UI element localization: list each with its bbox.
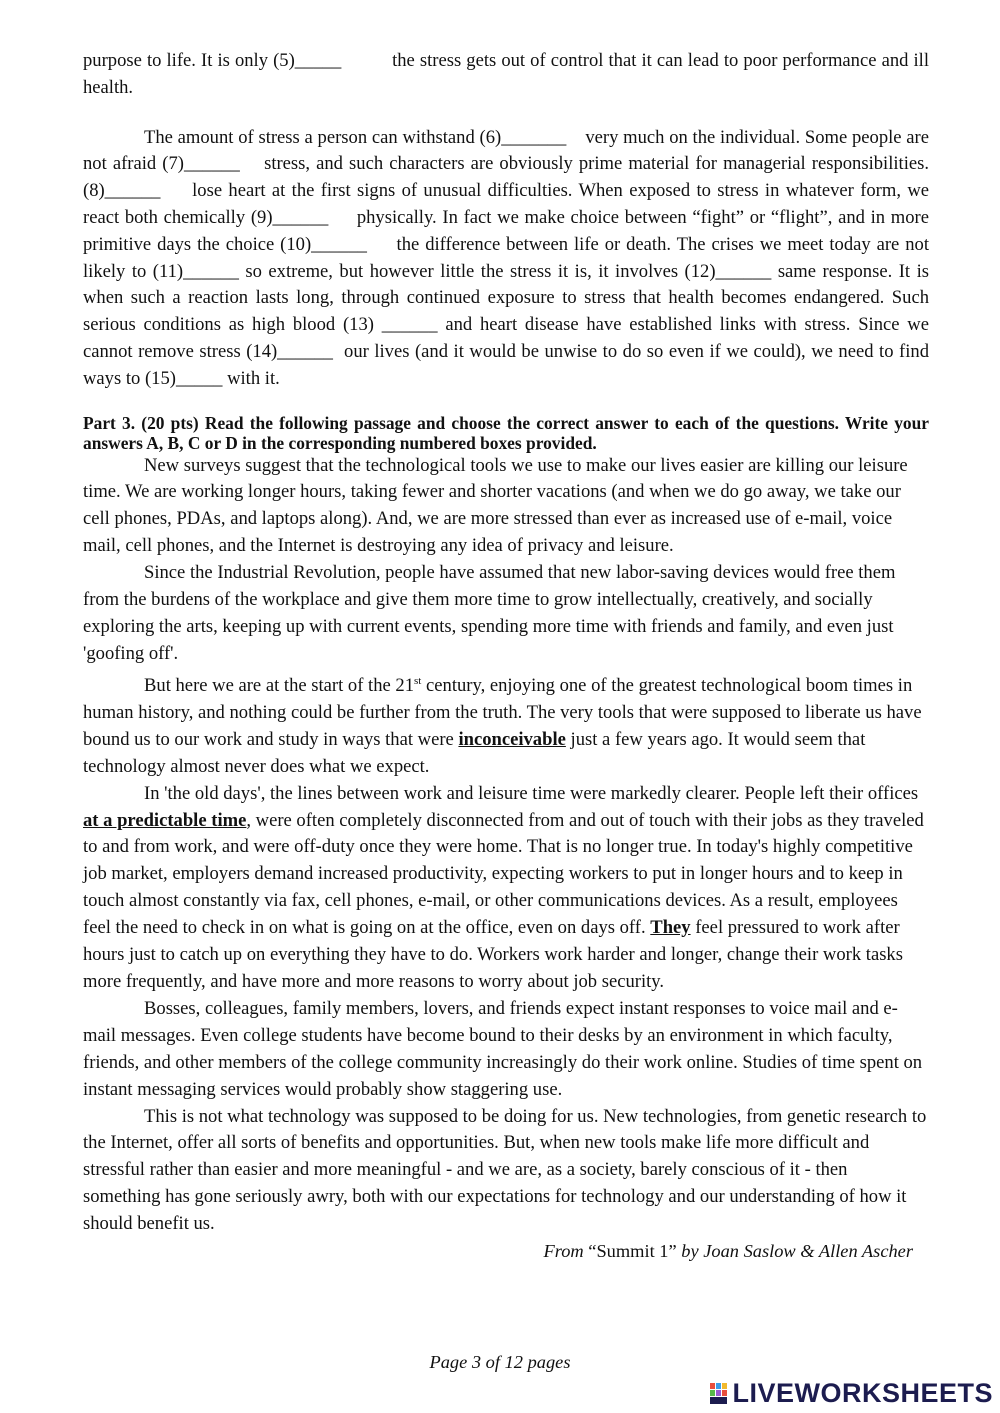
liveworksheets-brand[interactable] (709, 1378, 993, 1409)
underlined-word-they: They (650, 917, 691, 939)
text-run: feel pressured to work after hours just to catch up on everything they have to do. Workers work harder and longer, change their work tasks more frequently, and have more and more reasons to worry about job security. (83, 917, 903, 992)
cloze-paragraph-2: The amount of stress a person can withstand (6)_______ very much on the individual. Some people are not afraid (7)______ stress, and such characters are obviously prime material for managerial responsibilities. (8)______ lose heart at the first signs of unusual difficulties. When exposed to stress in whatever form, we react both chemically (9)______ physically. In fact we make choice between “fight” or “flight”, and in more primitive days the choice (10)______ the difference between life or death. The crises we meet today are not likely to (11)______ so extreme, but however little the stress it is, it involves (12)______ same response. It is when such a reaction lasts long, through continued exposure to stress that health becomes endangered. Such serious conditions as high blood (13) ______ and heart disease have established links with stress. Since we cannot remove stress (14)______ our lives (and it would be unwise to do so even if we could), we need to find ways to (15)_____ with it. (83, 126, 929, 389)
liveworksheets-logo-icon (709, 1382, 729, 1406)
reading-passage (83, 453, 929, 1265)
worksheet-page (83, 48, 929, 1265)
page-footer: Page 3 of 12 pages (429, 1352, 571, 1372)
passage-paragraph-2: Since the Industrial Revolution, people have assumed that new labor-saving devices would free them from the burdens of the workplace and give them more time to grow intellectually, creatively, and socially exploring the arts, keeping up with current events, spending more time with friends and family, and even just 'goofing off'. (83, 562, 896, 664)
passage-source (83, 1238, 929, 1265)
underlined-phrase-predictable-time: at a predictable time (83, 809, 247, 831)
passage-paragraph-4 (83, 781, 929, 996)
source-authors: by Joan Saslow & Allen Ascher (681, 1241, 913, 1262)
passage-paragraph-1: New surveys suggest that the technological tools we use to make our lives easier are killing our leisure time. We are working longer hours, taking fewer and shorter vacations (and when we do go away, we take our cell phones, PDAs, and laptops along). And, we are more stressed than ever as increased use of e-mail, voice mail, cell phones, and the Internet is destroying any idea of privacy and leisure. (83, 454, 908, 557)
text-run: century, enjoying one of the greatest technological boom times in human history, and nothing could be further from the truth. The very tools that were supposed to liberate us have bound us to our work and study in ways that were (83, 675, 922, 750)
part3-heading: Part 3. (20 pts) Read the following passage and choose the correct answer to each of the questions. Write your answers A, B, C or D in the corresponding numbered boxes provided. (83, 412, 929, 453)
cloze-passage (83, 48, 929, 393)
passage-paragraph-3 (83, 668, 929, 781)
liveworksheets-wordmark: LIVEWORKSHEETS (732, 1378, 993, 1408)
underlined-word-inconceivable: inconceivable (458, 728, 566, 750)
passage-paragraph-5: Bosses, colleagues, family members, lovers, and friends expect instant responses to voice mail and e-mail messages. Even college students have become bound to their desks by an environment in which faculty, friends, and other members of the college community increasingly do their work online. Studies of time spent on instant messaging services would probably show staggering use. (83, 997, 923, 1100)
superscript: st (414, 674, 422, 687)
cloze-paragraph-1: purpose to life. It is only (5)_____ the stress gets out of control that it can lead to poor performance and ill health. (83, 50, 929, 98)
passage-paragraph-6: This is not what technology was supposed to be doing for us. New technologies, from genetic research to the Internet, offer all sorts of benefits and opportunities. But, when new tools make life more difficult and stressful rather than easier and more meaningful - and we are, as a society, barely conscious of it - then something has gone seriously awry, both with our expectations for technology and our understanding of how it should benefit us. (83, 1105, 927, 1235)
text-run: , were often completely disconnected from and out of touch with their jobs as they traveled to and from work, and were off-duty once they were home. That is no longer true. In today's highly competitive job market, employers demand increased productivity, expecting workers to put in longer hours and to keep in touch almost constantly via fax, cell phones, e-mail, or other communications devices. As a result, employees feel the need to check in on what is going on at the office, even on days off. (83, 809, 924, 939)
text-run: In 'the old days', the lines between work and leisure time were markedly clearer. People left their offices (144, 782, 919, 804)
text-run: just a few years ago. It would seem that technology almost never does what we expect. (83, 728, 866, 777)
source-from: From (543, 1241, 584, 1262)
text-run: But here we are at the start of the 21 (144, 675, 415, 696)
source-title: “Summit 1” (588, 1241, 677, 1262)
